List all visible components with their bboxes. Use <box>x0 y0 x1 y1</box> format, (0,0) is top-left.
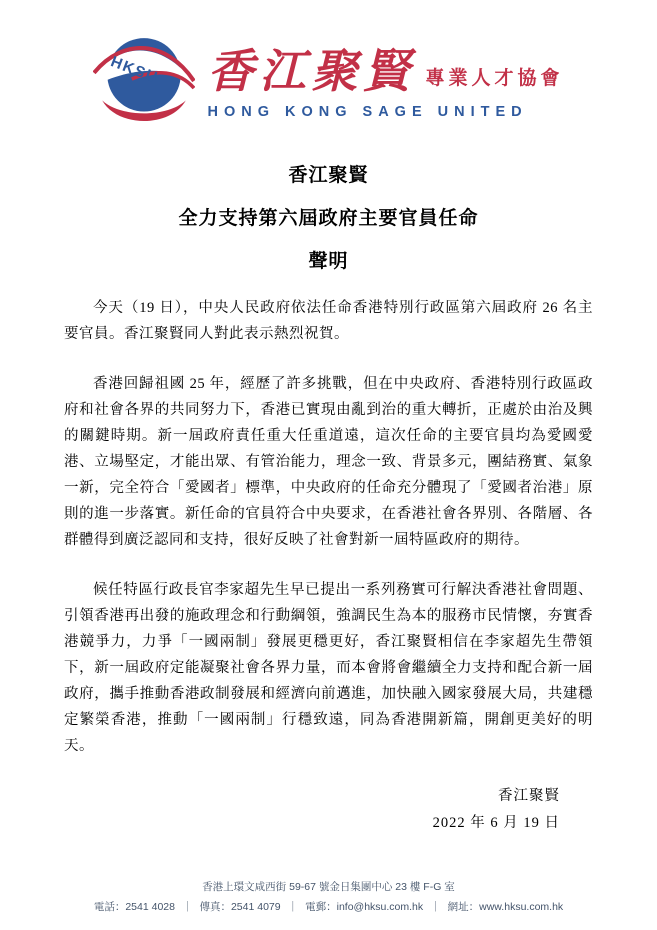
header-logo <box>0 0 657 134</box>
statement-title-block <box>0 160 657 273</box>
hksu-globe-icon <box>93 32 195 134</box>
footer-separator: ｜ <box>287 901 299 913</box>
logo-name-english: HONG KONG SAGE UNITED <box>207 103 528 120</box>
body-paragraph-3: 候任特區行政長官李家超先生早已提出一系列務實可行解決香港社會問題、引領香港再出發的施政理念和行動綱領，強調民生為本的服務市民情懷，夯實香港競爭力，力爭「一國兩制」發展更穩更好，香江聚賢相信在李家超先生帶領下，新一屆政府定能凝聚社會各界力量，而本會將會繼續全力支持和配合新一屆政府，攜手推動香港政制發展和經濟向前邁進，加快融入國家發展大局，共建穩定繁榮香港，推動「一國兩制」行穩致遠，同為香港開新篇，開創更美好的明天。 <box>64 582 593 754</box>
signature-date: 2022 年 6 月 19 日 <box>432 815 560 831</box>
signature-name: 香江聚賢 <box>498 788 560 804</box>
statement-title-main: 全力支持第六屆政府主要官員任命 <box>178 208 479 229</box>
footer-address: 香港上環文咸西街 59-67 號金日集團中心 23 樓 F-G 室 <box>202 881 455 893</box>
footer-contact-phone: 電話：2541 4028 <box>93 901 175 913</box>
footer-contact-fax: 傳真：2541 4079 <box>199 901 281 913</box>
statement-title-type: 聲明 <box>308 251 349 272</box>
logo-text-block <box>207 46 563 120</box>
statement-body <box>0 289 657 759</box>
footer-separator: ｜ <box>181 901 193 913</box>
body-paragraph-2: 香港回歸祖國 25 年，經歷了許多挑戰，但在中央政府、香港特別行政區政府和社會各界的共同努力下，香港已實現由亂到治的重大轉折，正處於由治及興的關鍵時期。新一屆政府責任重大任重道遠，這次任命的主要官員均為愛國愛港、立場堅定，才能出眾、有管治能力，理念一致、背景多元，團結務實、氣象一新，完全符合「愛國者」標準，中央政府的任命充分體現了「愛國者治港」原則的進一步落實。新任命的官員符合中央要求，在香港社會各界別、各階層、各群體得到廣泛認同和支持，很好反映了社會對新一屆特區政府的期待。 <box>64 376 593 548</box>
logo-name-calligraphy: 香江聚賢 <box>207 44 416 99</box>
signature-block <box>0 783 657 837</box>
hksu-icon-label: HKSU <box>108 53 162 87</box>
footer-contacts-line <box>0 897 657 917</box>
logo-subtitle: 專業人才協會 <box>425 67 564 89</box>
statement-title-org: 香江聚賢 <box>288 165 369 186</box>
footer <box>0 877 657 917</box>
footer-contact-website[interactable]: 網址：www.hksu.com.hk <box>447 901 564 913</box>
footer-contact-email[interactable]: 電郵：info@hksu.com.hk <box>305 901 424 913</box>
footer-separator: ｜ <box>430 901 441 913</box>
body-paragraph-1: 今天（19 日），中央人民政府依法任命香港特別行政區第六屆政府 26 名主要官員。香江聚賢同人對此表示熱烈祝賀。 <box>64 300 593 342</box>
